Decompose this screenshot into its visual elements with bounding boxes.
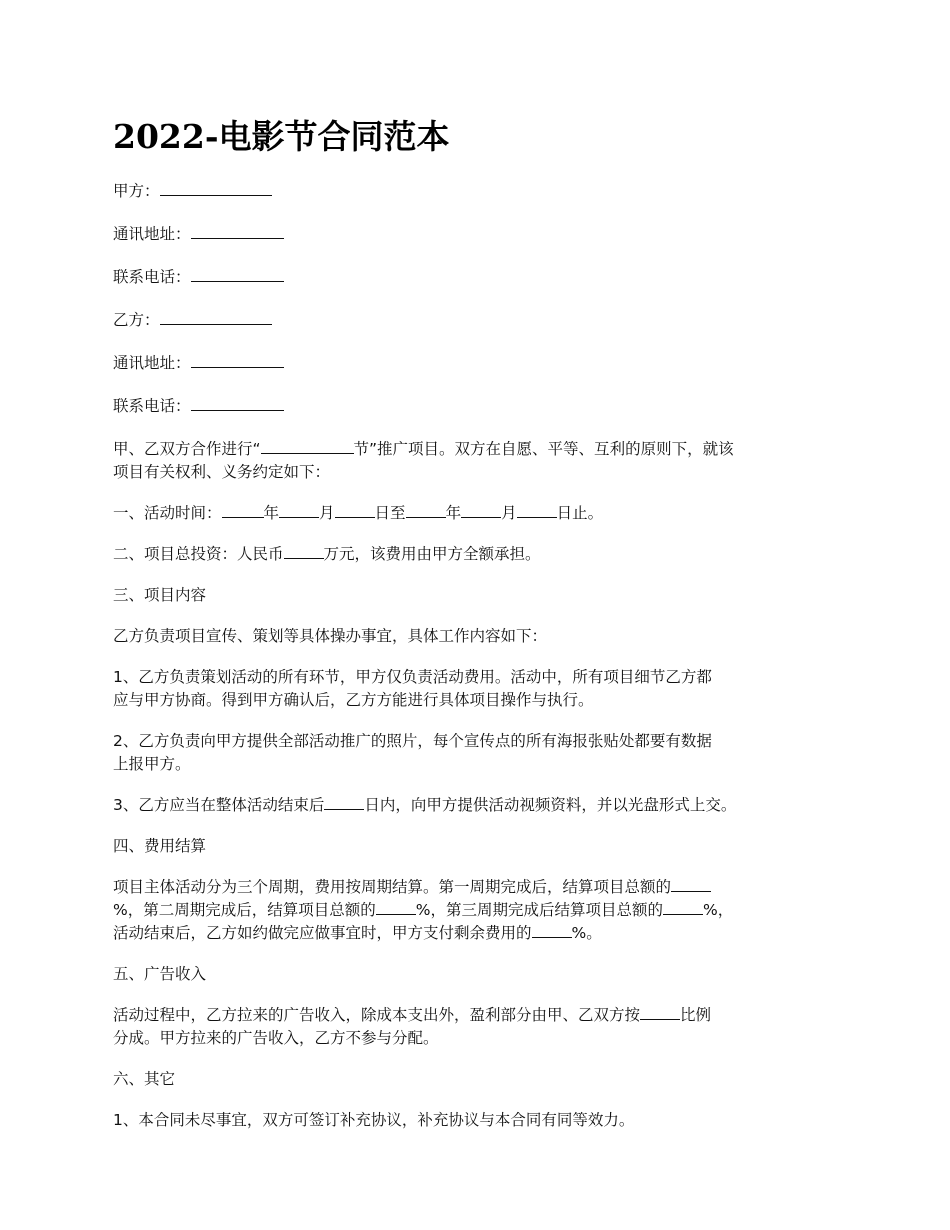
party-a-line [113,180,855,203]
activity-time [113,502,855,525]
item-3-2-line-2: 上报甲方。 [113,755,191,773]
item-3-1-line-1: 1、乙方负责策划活动的所有环节，甲方仅负责活动费用。活动中，所有项目细节乙方都 [113,668,712,686]
settlement-text-3: %，第三周期完成后结算项目总额的 [415,901,663,919]
end-day-blank [517,502,557,518]
end-month-unit: 月 [501,504,517,522]
settlement-text-6: %。 [571,924,602,942]
item-3-2-line-1: 2、乙方负责向甲方提供全部活动推广的照片，每个宣传点的所有海报张贴处都要有数据 [113,732,712,750]
address-a-blank [191,223,284,239]
festival-name-blank [261,438,354,454]
address-a-label: 通讯地址： [113,225,191,243]
start-day-blank [335,502,375,518]
investment-text: 万元，该费用由甲方全额承担。 [323,545,541,563]
start-year-unit: 年 [263,504,280,522]
start-day-unit: 日至 [374,504,406,522]
video-days-blank [324,794,364,810]
section-3-intro: 乙方负责项目宣传、策划等具体操办事宜，具体工作内容如下： [113,627,548,645]
phone-a-blank [191,266,284,282]
period-2-percent-blank [376,899,416,915]
item-3-1 [113,666,855,712]
settlement-text-5: 活动结束后，乙方如约做完应做事宜时，甲方支付剩余费用的 [113,924,532,942]
investment-blank [284,543,324,559]
item-3-1-line-2: 应与甲方协商。得到甲方确认后，乙方方能进行具体项目操作与执行。 [113,691,594,709]
ad-income-text-1: 活动过程中，乙方拉来的广告收入，除成本支出外，盈利部分由甲、乙双方按 [113,1006,641,1024]
settlement-paragraph [113,876,855,945]
document-body [113,180,855,1150]
ratio-blank [640,1004,680,1020]
section-3-heading: 三、项目内容 [113,586,207,604]
start-month-blank [279,502,319,518]
intro-text-2: 节”推广项目。双方在自愿、平等、互利的原则下，就该 [353,440,734,458]
party-b-label: 乙方： [113,311,160,329]
party-b-blank [160,309,272,325]
phone-b-label: 联系电话： [113,397,191,415]
party-b-line [113,309,855,332]
address-b-line [113,352,855,375]
intro-text-1: 甲、乙双方合作进行“ [113,440,261,458]
time-label: 一、活动时间： [113,504,222,522]
item-3-3-text-1: 3、乙方应当在整体活动结束后 [113,796,325,814]
section-4-heading: 四、费用结算 [113,837,207,855]
end-year-blank [406,502,446,518]
start-month-unit: 月 [319,504,335,522]
ad-income-paragraph [113,1004,855,1050]
item-3-2 [113,730,855,776]
start-year-blank [222,502,264,518]
investment-label: 二、项目总投资：人民币 [113,545,284,563]
end-month-blank [461,502,501,518]
period-3-percent-blank [663,899,703,915]
ad-income-text-3: 分成。甲方拉来的广告收入，乙方不参与分配。 [113,1029,439,1047]
remaining-percent-blank [532,922,572,938]
intro-text-3: 项目有关权利、义务约定如下： [113,463,331,481]
item-3-3-text-2: 日内，向甲方提供活动视频资料，并以光盘形式上交。 [364,796,737,814]
address-b-label: 通讯地址： [113,354,191,372]
item-3-3 [113,794,855,817]
section-6-heading: 六、其它 [113,1070,176,1088]
intro-paragraph [113,438,855,484]
end-year-unit: 年 [445,504,462,522]
party-a-label: 甲方： [113,182,160,200]
period-1-percent-blank [671,876,711,892]
phone-b-line [113,395,855,418]
item-6-1: 1、本合同未尽事宜，双方可签订补充协议，补充协议与本合同有同等效力。 [113,1111,635,1129]
phone-a-label: 联系电话： [113,268,191,286]
section-5-heading: 五、广告收入 [113,965,207,983]
phone-b-blank [191,395,284,411]
party-a-blank [160,180,272,196]
settlement-text-1: 项目主体活动分为三个周期，费用按周期结算。第一周期完成后，结算项目总额的 [113,878,672,896]
address-b-blank [191,352,284,368]
settlement-text-2: %，第二周期完成后，结算项目总额的 [113,901,376,919]
address-a-line [113,223,855,246]
settlement-text-4: %， [702,901,734,919]
phone-a-line [113,266,855,289]
investment-line [113,543,855,566]
ad-income-text-2: 比例 [680,1006,712,1024]
end-day-unit: 日止。 [556,504,604,522]
document-title: 2022-电影节合同范本 [113,117,450,156]
